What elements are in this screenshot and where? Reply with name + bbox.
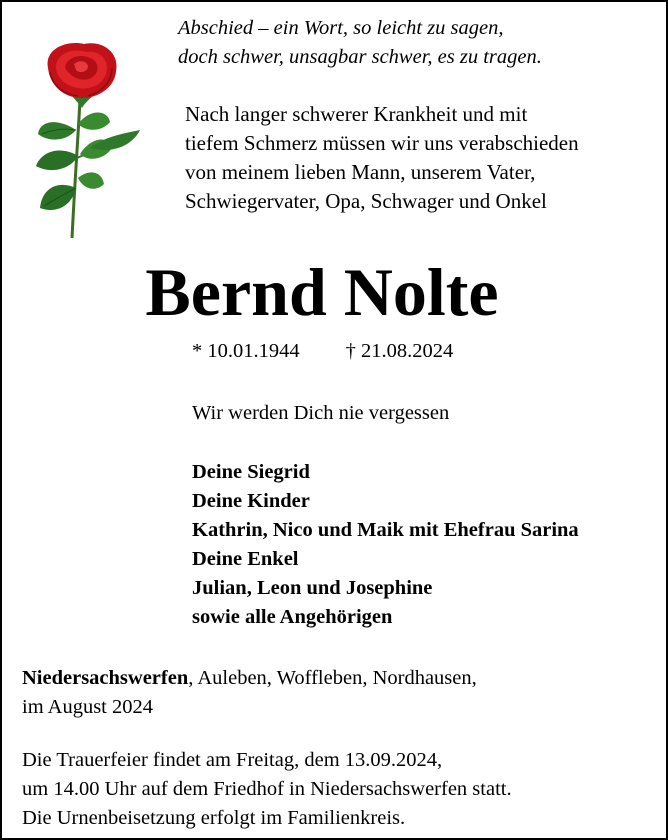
farewell-poem xyxy=(178,14,648,72)
poem-line: doch schwer, unsagbar schwer, es zu tragen. xyxy=(178,46,542,68)
date-line: im August 2024 xyxy=(22,696,153,718)
family-line: Deine Siegrid xyxy=(192,461,310,483)
intro-line: Nach langer schwerer Krankheit und mit xyxy=(185,102,528,126)
service-line: Die Urnenbeisetzung erfolgt im Familienkreis. xyxy=(22,807,406,829)
family-line: Deine Enkel xyxy=(192,548,299,570)
place-and-date xyxy=(22,664,477,722)
family-line: Deine Kinder xyxy=(192,490,310,512)
family-line: Kathrin, Nico und Maik mit Ehefrau Sarina xyxy=(192,519,579,541)
service-line: Die Trauerfeier findet am Freitag, dem 13.09.2024, xyxy=(22,749,443,771)
family-signatures xyxy=(192,458,579,632)
intro-line: von meinem lieben Mann, unserem Vater, xyxy=(185,160,536,184)
other-towns: , Auleben, Woffleben, Nordhausen, xyxy=(188,667,477,689)
place-line xyxy=(22,664,477,693)
family-line: Julian, Leon und Josephine xyxy=(192,577,433,599)
service-line: um 14.00 Uhr auf dem Friedhof in Niedersachswerfen statt. xyxy=(22,778,512,800)
life-dates xyxy=(192,338,453,364)
family-line: sowie alle Angehörigen xyxy=(192,606,393,628)
poem-line: Abschied – ein Wort, so leicht zu sagen, xyxy=(178,17,504,39)
memory-line: Wir werden Dich nie vergessen xyxy=(192,402,450,424)
funeral-service-info xyxy=(22,746,512,833)
intro-line: Schwiegervater, Opa, Schwager und Onkel xyxy=(185,189,547,213)
intro-line: tiefem Schmerz müssen wir uns verabschieden xyxy=(185,131,579,155)
deceased-name: Bernd Nolte xyxy=(145,254,499,330)
intro-text xyxy=(185,100,655,216)
death-date: † 21.08.2024 xyxy=(345,340,454,362)
birth-date: * 10.01.1944 xyxy=(192,340,300,362)
main-town: Niedersachswerfen xyxy=(22,667,189,689)
red-rose-icon xyxy=(28,38,146,242)
